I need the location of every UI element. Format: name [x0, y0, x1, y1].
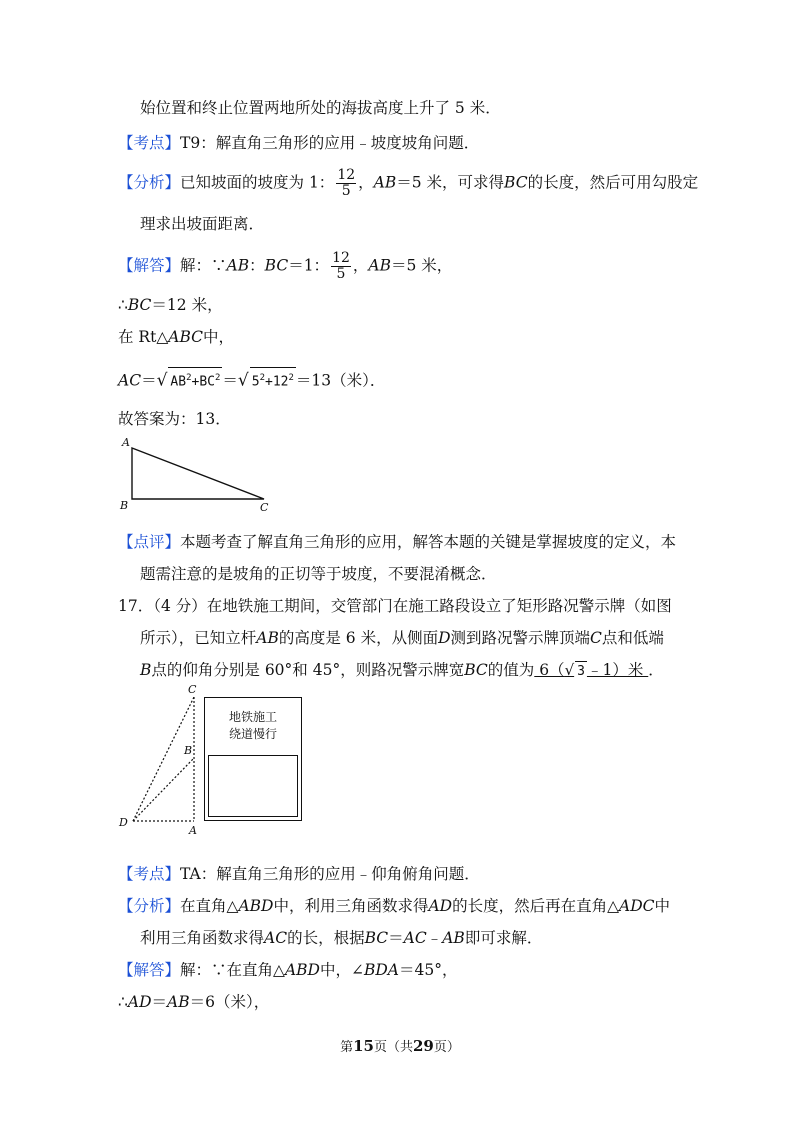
math-var: AB [368, 256, 391, 275]
text-span: ∴ [118, 993, 128, 1011]
dianping-line [118, 532, 676, 552]
text-span: 已知坡面的坡度为 1： [180, 173, 335, 192]
math-var: AB [256, 629, 279, 647]
kaodian-line [118, 864, 480, 884]
text-span: 的高度是 6 米，从侧面 [278, 629, 439, 647]
fraction-numerator: 12 [337, 167, 356, 183]
math-var: AC [403, 929, 427, 947]
math-var: BC [127, 296, 152, 314]
math-var: AC [118, 371, 142, 390]
text-line: 题需注意的是坡角的正切等于坡度，不要混淆概念． [140, 565, 497, 583]
text-span: 的值为 [487, 661, 535, 679]
sight-line-db [133, 758, 194, 821]
fraction-denominator: 5 [336, 266, 346, 282]
text-span: 在直角△ [180, 897, 239, 915]
triangle-figure [112, 432, 282, 514]
text-span: 点和低端 [601, 629, 664, 647]
point-label-a: A [189, 824, 197, 837]
text-span: 6（ [534, 661, 565, 679]
exponent: 2 [288, 373, 294, 383]
page-footer [0, 1036, 800, 1055]
text-line: 始位置和终止位置两地所处的海拔高度上升了 5 米． [140, 99, 501, 117]
jieda-line [118, 960, 457, 980]
dianping-tag: 【点评】 [118, 533, 181, 551]
text-span: ＝12 米， [151, 296, 223, 314]
text-span: 所示），已知立杆 [140, 629, 257, 647]
sqrt-expression [250, 367, 296, 392]
text-span: 中 [654, 897, 671, 915]
sign-inner-panel [208, 755, 298, 817]
text-span: 即可求解． [464, 929, 543, 947]
math-var: AB [442, 929, 465, 947]
text-span: 解：∵在直角△ [180, 961, 285, 979]
text-span: ＝ [141, 371, 157, 390]
kaodian-tag: 【考点】 [118, 134, 181, 152]
fenxi-tag: 【分析】 [118, 897, 181, 915]
total-pages: 29 [413, 1037, 434, 1055]
radical-sign: √ [237, 370, 249, 391]
math-var: AB [373, 173, 397, 192]
point-label-b: B [184, 744, 193, 757]
jieda-tag: 【解答】 [118, 961, 181, 979]
exponent: 2 [186, 373, 192, 383]
kaodian-text: T9：解直角三角形的应用﹣坡度坡角问题． [180, 134, 480, 152]
text-span: ． [648, 661, 664, 679]
kaodian-line [118, 133, 479, 153]
text-span: 中，利用三角函数求得 [273, 897, 429, 915]
text-span: ＝ [151, 993, 168, 1011]
sign-text-line2: 绕道慢行 [228, 727, 277, 741]
text-span: 页） [433, 1040, 460, 1055]
text-span: ＝5 米，可求得 [396, 173, 505, 192]
text-line [140, 660, 664, 682]
math-var: ABC [168, 328, 203, 346]
text-span: ＝1： [288, 256, 330, 275]
text-span: ， [352, 256, 369, 275]
sight-line-dc [133, 697, 194, 821]
text-span: ： [249, 256, 265, 275]
jieda-tag: 【解答】 [118, 256, 181, 275]
kaodian-tag: 【考点】 [118, 865, 181, 883]
text-span: 页（共 [373, 1040, 413, 1055]
math-var: BC [364, 929, 389, 947]
text-span: ＝45°， [398, 961, 458, 979]
radical-sign: √ [564, 661, 575, 679]
math-var: ABD [238, 897, 274, 915]
text-span: 点的仰角分别是 60°和 45°，则路况警示牌宽 [151, 661, 465, 679]
fenxi-line [118, 896, 670, 916]
text-span: 的长度，然后再在直角△ [452, 897, 620, 915]
math-var: B [140, 661, 152, 679]
math-var: D [438, 629, 451, 647]
math-var: BDA [363, 961, 399, 979]
question-line: 17．（4 分）在地铁施工期间，交管部门在施工路段设立了矩形路况警示牌（如图 [118, 597, 672, 615]
text-span: 5 [251, 374, 260, 390]
math-var: AD [428, 897, 453, 915]
math-var: C [590, 629, 602, 647]
vertex-label-b: B [120, 499, 129, 512]
answer-blank [534, 661, 648, 679]
text-span: 本题考查了解直角三角形的应用，解答本题的关键是掌握坡度的定义，本 [180, 533, 677, 551]
text-span: ﹣1）米 [586, 661, 649, 679]
text-span: +12 [265, 374, 289, 390]
text-span: ∴ [118, 296, 128, 314]
vertex-label-c: C [260, 501, 269, 514]
text-line [118, 992, 269, 1012]
text-span: 中，∠ [319, 961, 364, 979]
warning-sign [204, 697, 302, 821]
text-line [140, 628, 664, 648]
math-var: AD [127, 993, 152, 1011]
math-var: AB [167, 993, 190, 1011]
fraction [331, 251, 351, 282]
text-span: +BC [191, 374, 215, 390]
fraction-denominator: 5 [341, 183, 351, 199]
jieda-line [118, 251, 452, 282]
text-span: ， [358, 173, 374, 192]
fraction [336, 168, 356, 199]
text-span: 第 [340, 1040, 354, 1055]
text-span: ＝13（米）． [295, 371, 386, 390]
math-var: BC [464, 661, 488, 679]
math-var: AB [226, 256, 250, 275]
math-var: BC [264, 256, 289, 275]
text-span: ＝ [222, 371, 238, 390]
text-span: ＝6（米）， [189, 993, 270, 1011]
text-span: ﹣ [426, 929, 443, 947]
text-span: 测到路况警示牌顶端 [450, 629, 591, 647]
text-span: ＝5 米， [391, 256, 453, 275]
text-span: 的长度，然后可用勾股定 [527, 173, 699, 192]
fenxi-tag: 【分析】 [118, 173, 181, 192]
text-span: 解：∵ [180, 256, 227, 275]
exponent: 2 [214, 373, 221, 383]
text-span: ＝ [388, 929, 404, 947]
point-label-d: D [119, 816, 128, 829]
text-line: 故答案为：13． [118, 410, 231, 428]
point-label-c: C [188, 683, 197, 696]
text-line: 理求出坡面距离． [140, 215, 265, 233]
text-line [118, 295, 223, 315]
text-line [118, 327, 234, 347]
sign-text-line1: 地铁施工 [228, 710, 277, 724]
page-number: 15 [353, 1037, 374, 1055]
sqrt-expression [168, 367, 222, 392]
math-var: ABD [284, 961, 320, 979]
text-span: 中， [202, 328, 234, 346]
kaodian-text: TA：解直角三角形的应用﹣仰角俯角问题． [180, 865, 480, 883]
text-span: AB [170, 374, 187, 390]
math-var: AC [264, 929, 288, 947]
math-var: BC [504, 173, 528, 192]
radical-sign: √ [156, 370, 168, 391]
math-var: ADC [619, 897, 655, 915]
sqrt-expression: 3 [575, 661, 587, 682]
text-span: 利用三角函数求得 [140, 929, 265, 947]
text-line [140, 928, 542, 948]
formula-line [118, 367, 385, 392]
triangle-shape [132, 448, 264, 499]
fenxi-line [118, 168, 698, 199]
vertex-label-a: A [122, 436, 130, 449]
fraction-numerator: 12 [332, 250, 350, 266]
text-span: 的长，根据 [287, 929, 365, 947]
exponent: 2 [259, 373, 266, 383]
text-span: 在 Rt△ [118, 328, 169, 346]
